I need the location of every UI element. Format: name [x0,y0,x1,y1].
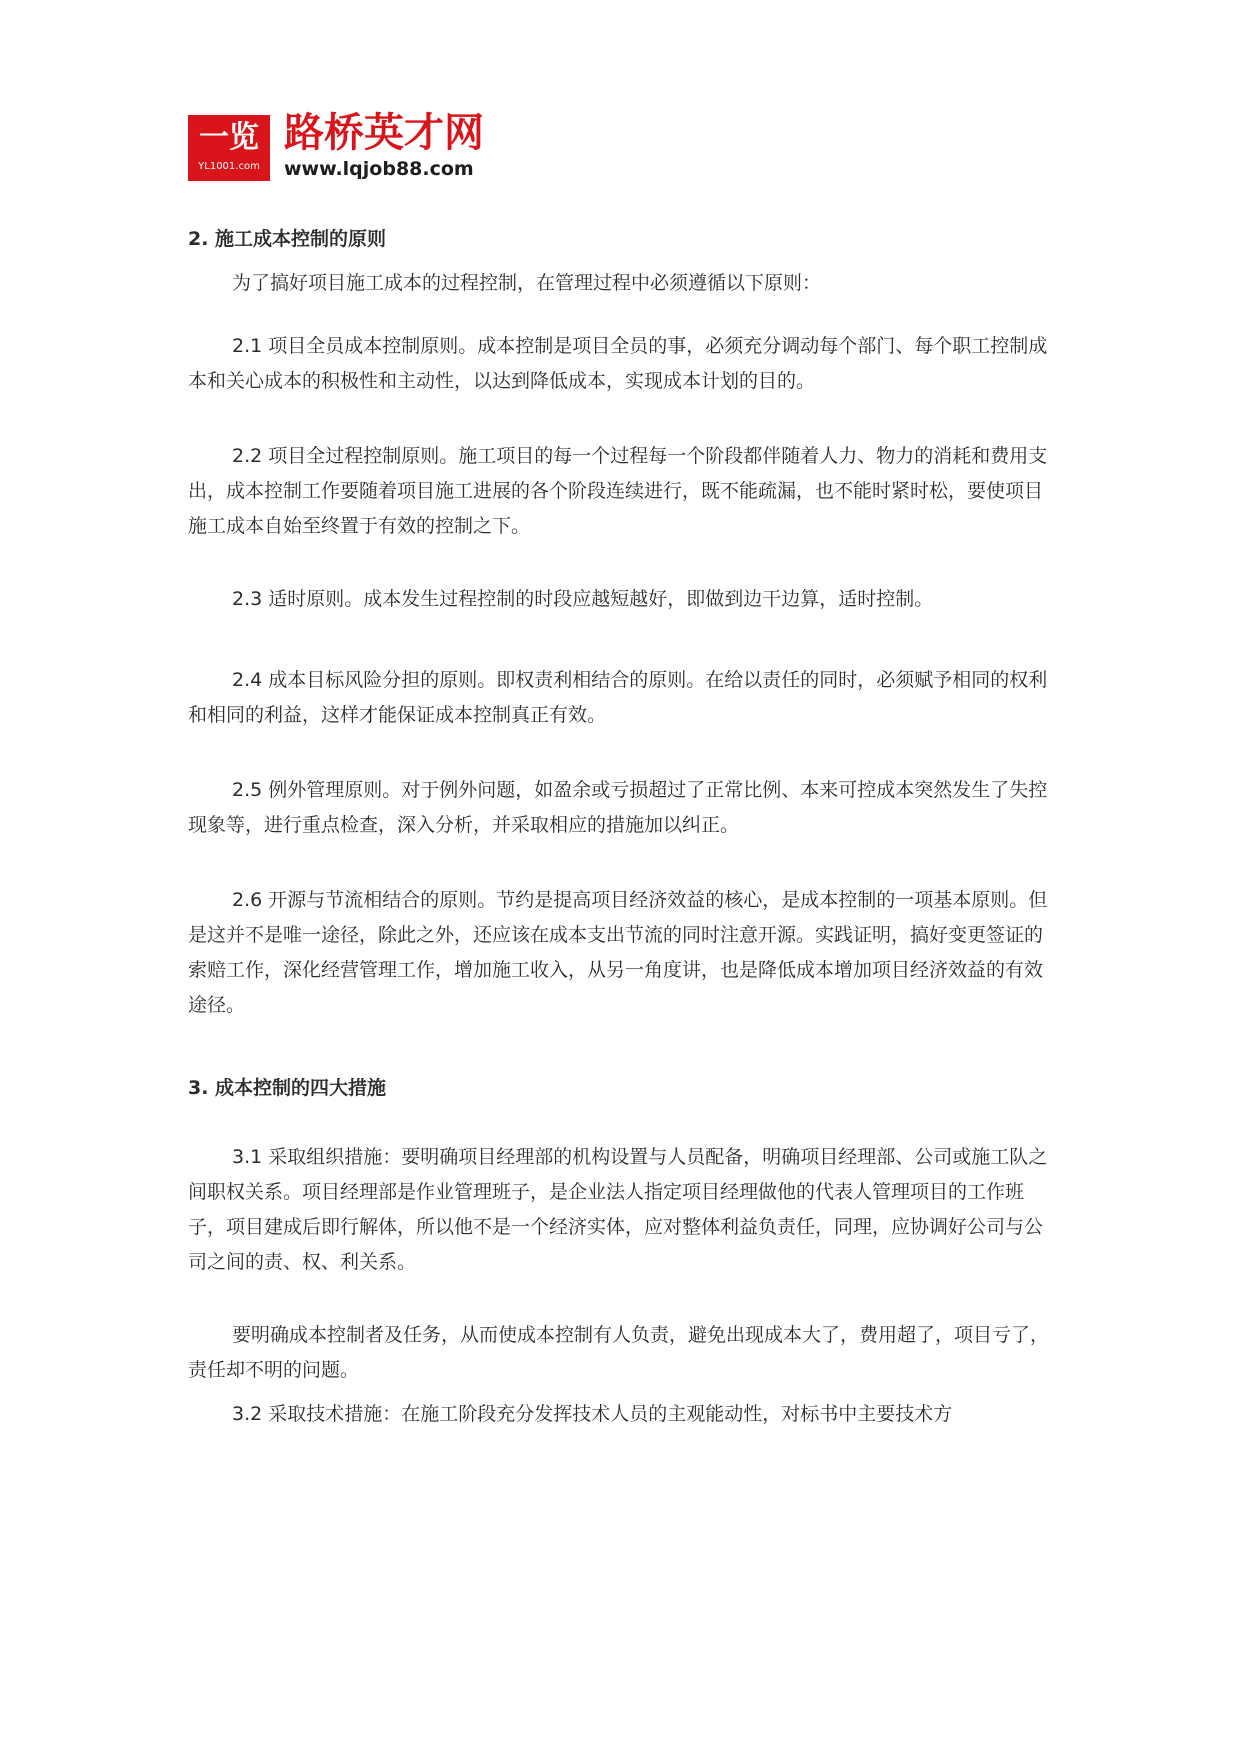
section-heading-2: 2. 施工成本控制的原则 [188,228,387,250]
intro-paragraph [188,266,1060,301]
site-logo[interactable] [188,110,518,181]
clause-number: 2.3 [232,588,263,610]
paragraph-2-3 [188,582,1060,617]
logo-url: www.lqjob88.com [284,158,474,180]
paragraph-text: 开源与节流相结合的原则。节约是提高项目经济效益的核心，是成本控制的一项基本原则。但是这并不是唯一途径，除此之外，还应该在成本支出节流的同时注意开源。实践证明，搞好变更签证的索赔工作，深化经营管理工作，增加施工收入，从另一角度讲，也是降低成本增加项目经济效益的有效途径。 [188,889,1048,1016]
clause-number: 2.1 [232,335,263,357]
paragraph-3-2 [188,1397,1060,1432]
paragraph-text: 例外管理原则。对于例外问题，如盈余或亏损超过了正常比例、本来可控成本突然发生了失控现象等，进行重点检查，深入分析，并采取相应的措施加以纠正。 [188,779,1048,836]
paragraph-3-1 [188,1140,1060,1280]
paragraph-text: 要明确成本控制者及任务，从而使成本控制有人负责，避免出现成本大了，费用超了，项目亏了，责任却不明的问题。 [188,1324,1050,1381]
clause-number: 2.6 [232,889,263,911]
clause-number: 3.2 [232,1403,263,1425]
paragraph-2-5 [188,773,1060,843]
logo-site-name: 路桥英才网 [284,110,484,156]
logo-badge-text: 一览 [199,120,259,155]
paragraph-3-1-note [188,1318,1060,1388]
paragraph-text: 项目全员成本控制原则。成本控制是项目全员的事，必须充分调动每个部门、每个职工控制成本和关心成本的积极性和主动性，以达到降低成本，实现成本计划的目的。 [188,335,1048,392]
paragraph-2-6 [188,883,1060,1023]
clause-number: 3.1 [232,1146,263,1168]
clause-number: 2.5 [232,779,263,801]
paragraph-text: 项目全过程控制原则。施工项目的每一个过程每一个阶段都伴随着人力、物力的消耗和费用支出，成本控制工作要随着项目施工进展的各个阶段连续进行，既不能疏漏，也不能时紧时松，要使项目施工成本自始至终置于有效的控制之下。 [188,445,1048,537]
logo-badge [188,115,270,181]
clause-number: 2.2 [232,445,263,467]
paragraph-text: 采取技术措施：在施工阶段充分发挥技术人员的主观能动性，对标书中主要技术方 [268,1403,953,1425]
paragraph-2-4 [188,663,1060,733]
paragraph-text: 为了搞好项目施工成本的过程控制，在管理过程中必须遵循以下原则： [232,272,822,294]
paragraph-text: 采取组织措施：要明确项目经理部的机构设置与人员配备，明确项目经理部、公司或施工队之间职权关系。项目经理部是作业管理班子，是企业法人指定项目经理做他的代表人管理项目的工作班子，项目建成后即行解体，所以他不是一个经济实体，应对整体利益负责任，同理，应协调好公司与公司之间的责、权、利关系。 [188,1146,1048,1273]
paragraph-2-2 [188,439,1060,544]
clause-number: 2.4 [232,669,263,691]
logo-badge-domain: YL1001.com [198,161,260,172]
paragraph-text: 适时原则。成本发生过程控制的时段应越短越好，即做到边干边算，适时控制。 [268,588,934,610]
paragraph-text: 成本目标风险分担的原则。即权责利相结合的原则。在给以责任的同时，必须赋予相同的权利和相同的利益，这样才能保证成本控制真正有效。 [188,669,1048,726]
section-heading-3: 3. 成本控制的四大措施 [188,1077,387,1099]
paragraph-2-1 [188,329,1060,399]
